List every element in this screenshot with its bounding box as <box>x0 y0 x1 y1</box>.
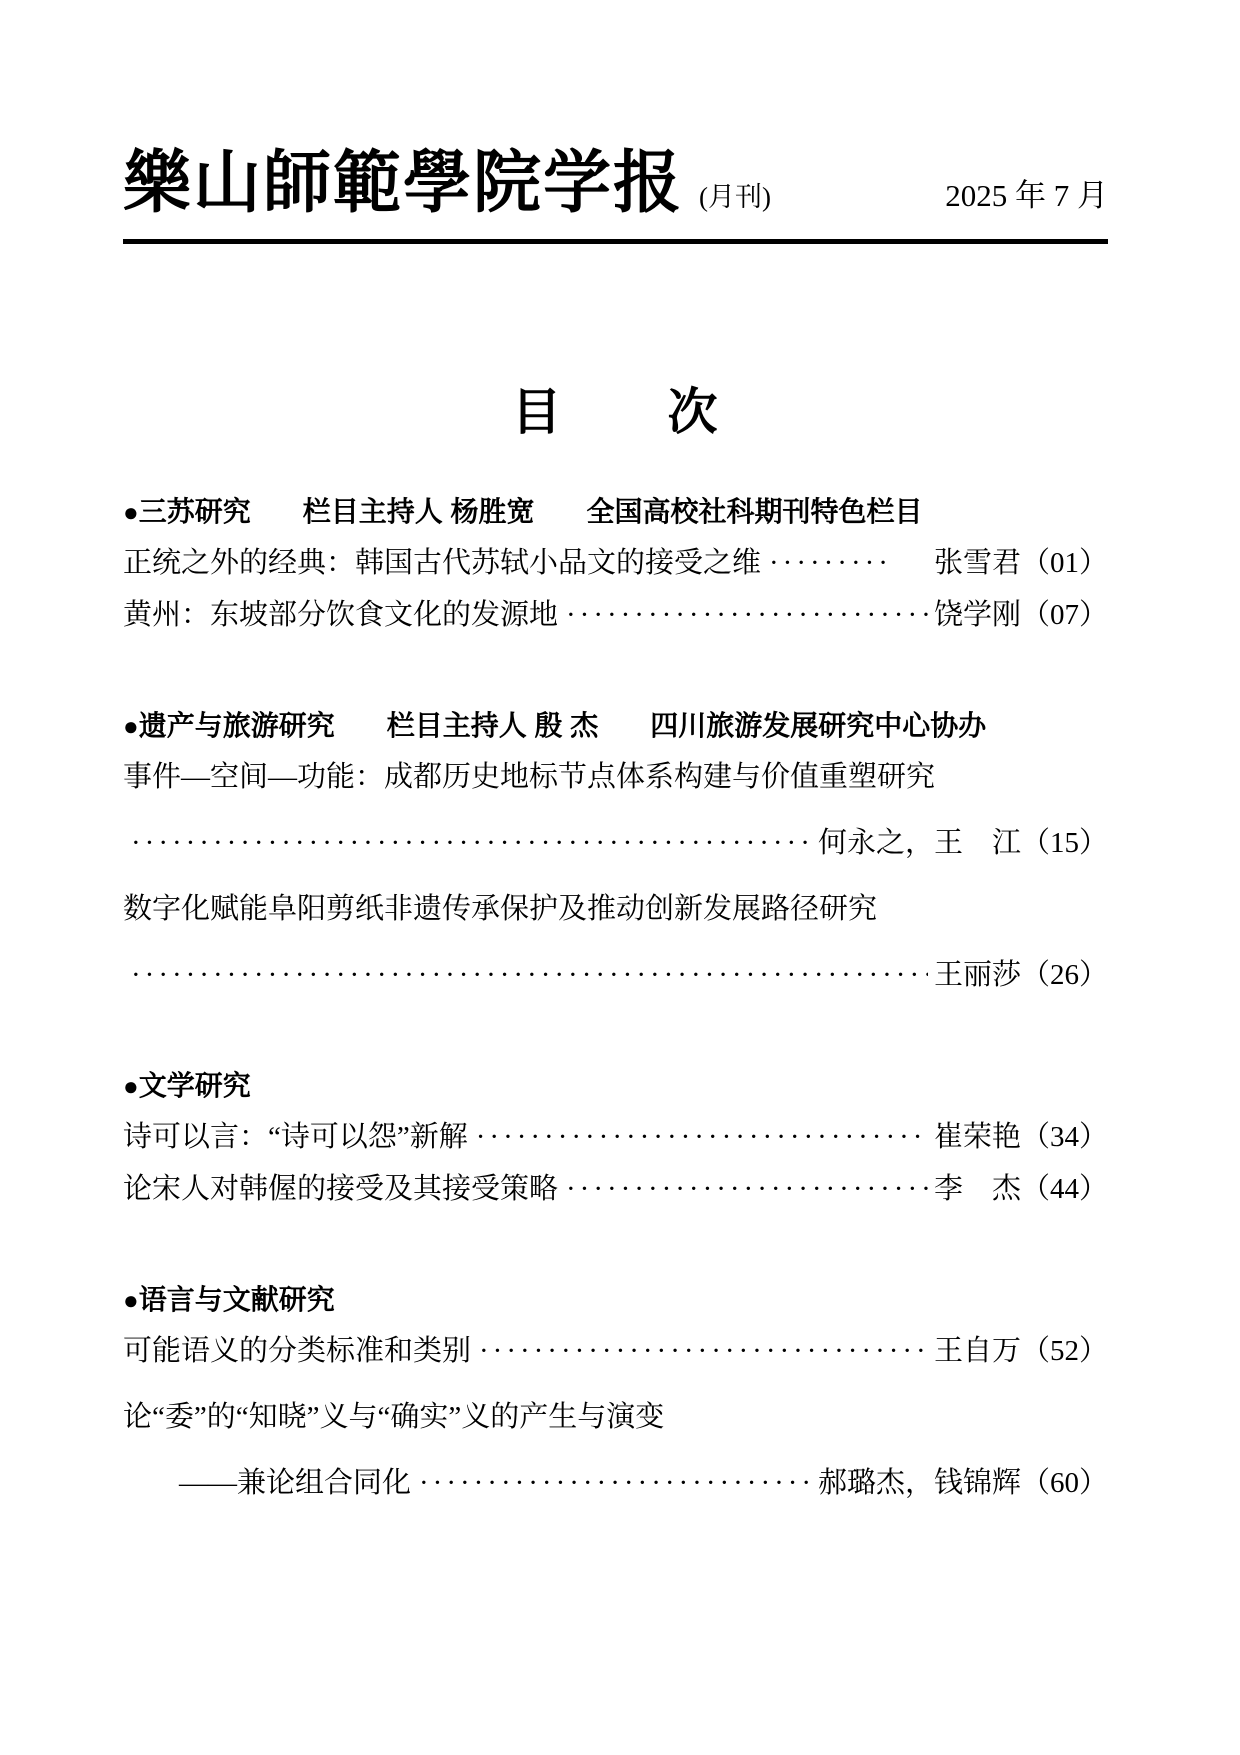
toc-item-title-line <box>123 1399 1108 1436</box>
toc-item <box>123 1333 1108 1370</box>
section-name: 三苏研究 <box>138 495 251 527</box>
section-note: 四川旅游发展研究中心协办 <box>650 709 987 741</box>
toc-item-leader-line <box>123 1465 1108 1502</box>
item-authors: 何永之，王 江 <box>817 826 1021 859</box>
toc-item-leader-line <box>123 957 1108 994</box>
toc-item <box>123 1119 1108 1156</box>
bullet-icon: ● <box>123 710 139 741</box>
section-heading <box>123 1282 335 1318</box>
toc-item-title-line <box>123 759 1108 796</box>
item-title: 黄州：东坡部分饮食文化的发源地 <box>123 598 559 631</box>
item-title: 诗可以言：“诗可以怨”新解 <box>123 1120 468 1153</box>
item-page-number: （52） <box>1020 1334 1108 1367</box>
section-name: 遗产与旅游研究 <box>138 709 335 741</box>
section-literature-research <box>123 1068 1108 1208</box>
section-header <box>123 1282 1108 1318</box>
item-title: 论“委”的“知晓”义与“确实”义的产生与演变 <box>123 1400 665 1433</box>
item-page-number: （44） <box>1020 1172 1108 1205</box>
journal-logo: 樂山師範學院学报 <box>123 143 684 223</box>
section-heading <box>123 494 251 530</box>
item-page-number: （15） <box>1020 826 1108 859</box>
bullet-icon: ● <box>123 1070 139 1101</box>
item-title: 数字化赋能阜阳剪纸非遗传承保护及推动创新发展路径研究 <box>123 892 878 925</box>
issue-date: 2025 年 7 月 <box>945 178 1108 213</box>
section-header <box>123 1068 1108 1104</box>
dotted-leader <box>476 1119 928 1156</box>
bullet-icon: ● <box>123 1284 139 1315</box>
item-title: 论宋人对韩偓的接受及其接受策略 <box>123 1172 559 1205</box>
dotted-leader <box>769 545 894 582</box>
section-header <box>123 494 1108 530</box>
dotted-leader <box>566 1171 928 1208</box>
section-note: 全国高校社科期刊特色栏目 <box>586 495 923 527</box>
item-authors: 王丽莎 <box>933 958 1021 991</box>
dotted-leader <box>131 825 812 862</box>
item-authors: 李 杰 <box>933 1172 1021 1205</box>
header-rule <box>123 239 1108 244</box>
item-authors: 郝璐杰，钱锦辉 <box>817 1466 1021 1499</box>
dotted-leader <box>479 1333 928 1370</box>
item-authors: 王自万 <box>933 1334 1021 1367</box>
bullet-icon: ● <box>123 496 139 527</box>
dotted-leader <box>419 1465 812 1502</box>
toc-title: 目 次 <box>511 383 720 440</box>
section-heading <box>123 708 335 744</box>
section-sansu-research <box>123 494 1108 634</box>
item-authors: 饶学刚 <box>933 598 1021 631</box>
item-page-number: （34） <box>1020 1120 1108 1153</box>
toc-item <box>123 597 1108 634</box>
section-header <box>123 708 1108 744</box>
toc-item <box>123 1171 1108 1208</box>
item-page-number: （60） <box>1020 1466 1108 1499</box>
item-authors: 崔荣艳 <box>933 1120 1021 1153</box>
frequency-label: (月刊) <box>699 182 771 212</box>
item-title: 正统之外的经典：韩国古代苏轼小品文的接受之维 <box>123 546 762 579</box>
dotted-leader <box>131 957 928 994</box>
toc-item-leader-line <box>123 825 1108 862</box>
item-page-number: （07） <box>1020 598 1108 631</box>
section-host: 栏目主持人 殷 杰 <box>386 709 599 741</box>
item-authors: 张雪君 <box>933 546 1021 579</box>
item-subtitle: ——兼论组合同化 <box>179 1466 412 1499</box>
item-title: 可能语义的分类标准和类别 <box>123 1334 472 1367</box>
section-language-philology <box>123 1282 1108 1502</box>
item-page-number: （26） <box>1020 958 1108 991</box>
item-page-number: （01） <box>1020 546 1108 579</box>
section-heritage-tourism <box>123 708 1108 994</box>
section-name: 文学研究 <box>138 1069 251 1101</box>
section-heading <box>123 1068 251 1104</box>
toc-item <box>123 545 1108 582</box>
section-name: 语言与文献研究 <box>138 1283 335 1315</box>
page-header <box>123 143 1108 223</box>
item-title: 事件—空间—功能：成都历史地标节点体系构建与价值重塑研究 <box>123 760 936 793</box>
section-host: 栏目主持人 杨胜宽 <box>302 495 535 527</box>
toc-item-title-line <box>123 891 1108 928</box>
dotted-leader <box>566 597 928 634</box>
